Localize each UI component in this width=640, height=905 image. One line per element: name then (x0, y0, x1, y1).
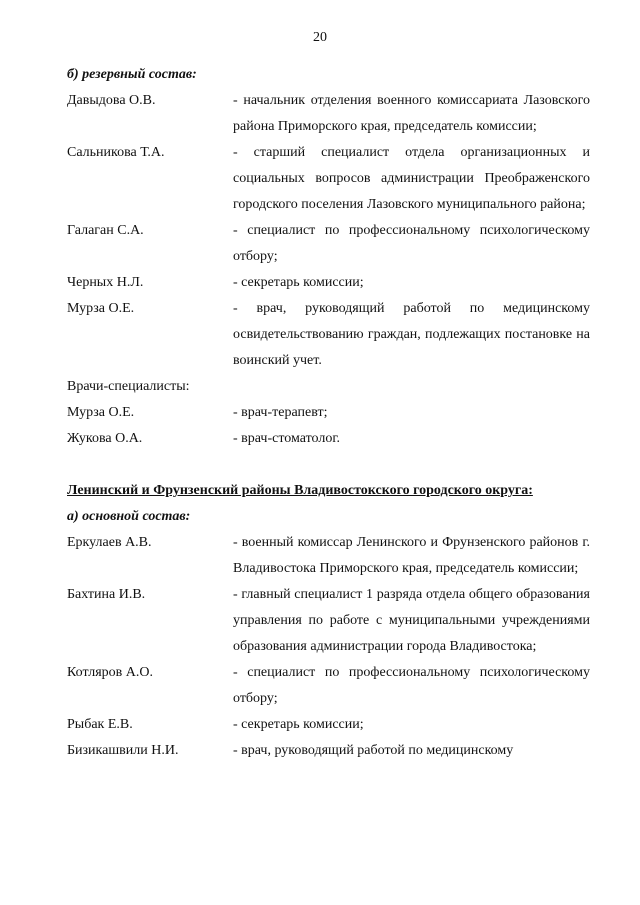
member-role: - врач, руководящий работой по медицинскому освидетельствованию граждан, подлежащих постановке на воинский учет. (233, 301, 590, 368)
member-role: - специалист по профессиональному психологическому отбору; (233, 223, 590, 264)
member-row (67, 712, 590, 738)
reserve-composition-heading: б) резервный состав: (67, 67, 197, 82)
doctors-label: Врачи-специалисты: (67, 379, 190, 394)
member-name: Галаган С.А. (67, 223, 144, 238)
member-name: Мурза О.Е. (67, 301, 135, 316)
member-name: Котляров А.О. (67, 665, 153, 680)
member-name: Бахтина И.В. (67, 587, 146, 602)
district-section-title: Ленинский и Фрунзенский районы Владивостокского городского округа: (67, 483, 533, 498)
member-name: Давыдова О.В. (67, 93, 156, 108)
document-body (67, 62, 590, 764)
member-name: Рыбак Е.В. (67, 717, 133, 732)
member-role: - секретарь комиссии; (233, 275, 364, 290)
member-row (67, 140, 590, 218)
member-row (67, 660, 590, 712)
member-row (67, 296, 590, 374)
member-role: - военный комиссар Ленинского и Фрунзенского районов г. Владивостока Приморского края, председатель комиссии; (233, 535, 590, 576)
doctor-role: - врач-стоматолог. (233, 431, 341, 446)
member-row (67, 738, 590, 764)
member-name: Еркулаев А.В. (67, 535, 152, 550)
member-row (67, 530, 590, 582)
member-row (67, 218, 590, 270)
member-row (67, 88, 590, 140)
doctor-row (67, 426, 590, 452)
member-role: - начальник отделения военного комиссариата Лазовского района Приморского края, председатель комиссии; (233, 93, 590, 134)
member-role: - старший специалист отдела организационных и социальных вопросов администрации Преображенского городского поселения Лазовского муниципального района; (233, 145, 590, 212)
member-row (67, 582, 590, 660)
doctor-name: Мурза О.Е. (67, 405, 135, 420)
member-role: - врач, руководящий работой по медицинскому (233, 743, 514, 758)
doctor-row (67, 400, 590, 426)
spacer (67, 452, 590, 478)
doctor-name: Жукова О.А. (67, 431, 143, 446)
doctor-role: - врач-терапевт; (233, 405, 328, 420)
page-number: 20 (313, 30, 327, 45)
member-row (67, 270, 590, 296)
member-name: Бизикашвили Н.И. (67, 743, 179, 758)
member-name: Сальникова Т.А. (67, 145, 165, 160)
main-composition-heading: а) основной состав: (67, 509, 191, 524)
member-role: - секретарь комиссии; (233, 717, 364, 732)
member-role: - специалист по профессиональному психологическому отбору; (233, 665, 590, 706)
member-role: - главный специалист 1 разряда отдела общего образования управления по работе с муниципальными учреждениями образования администрации города Владивостока; (233, 587, 590, 654)
member-name: Черных Н.Л. (67, 275, 144, 290)
